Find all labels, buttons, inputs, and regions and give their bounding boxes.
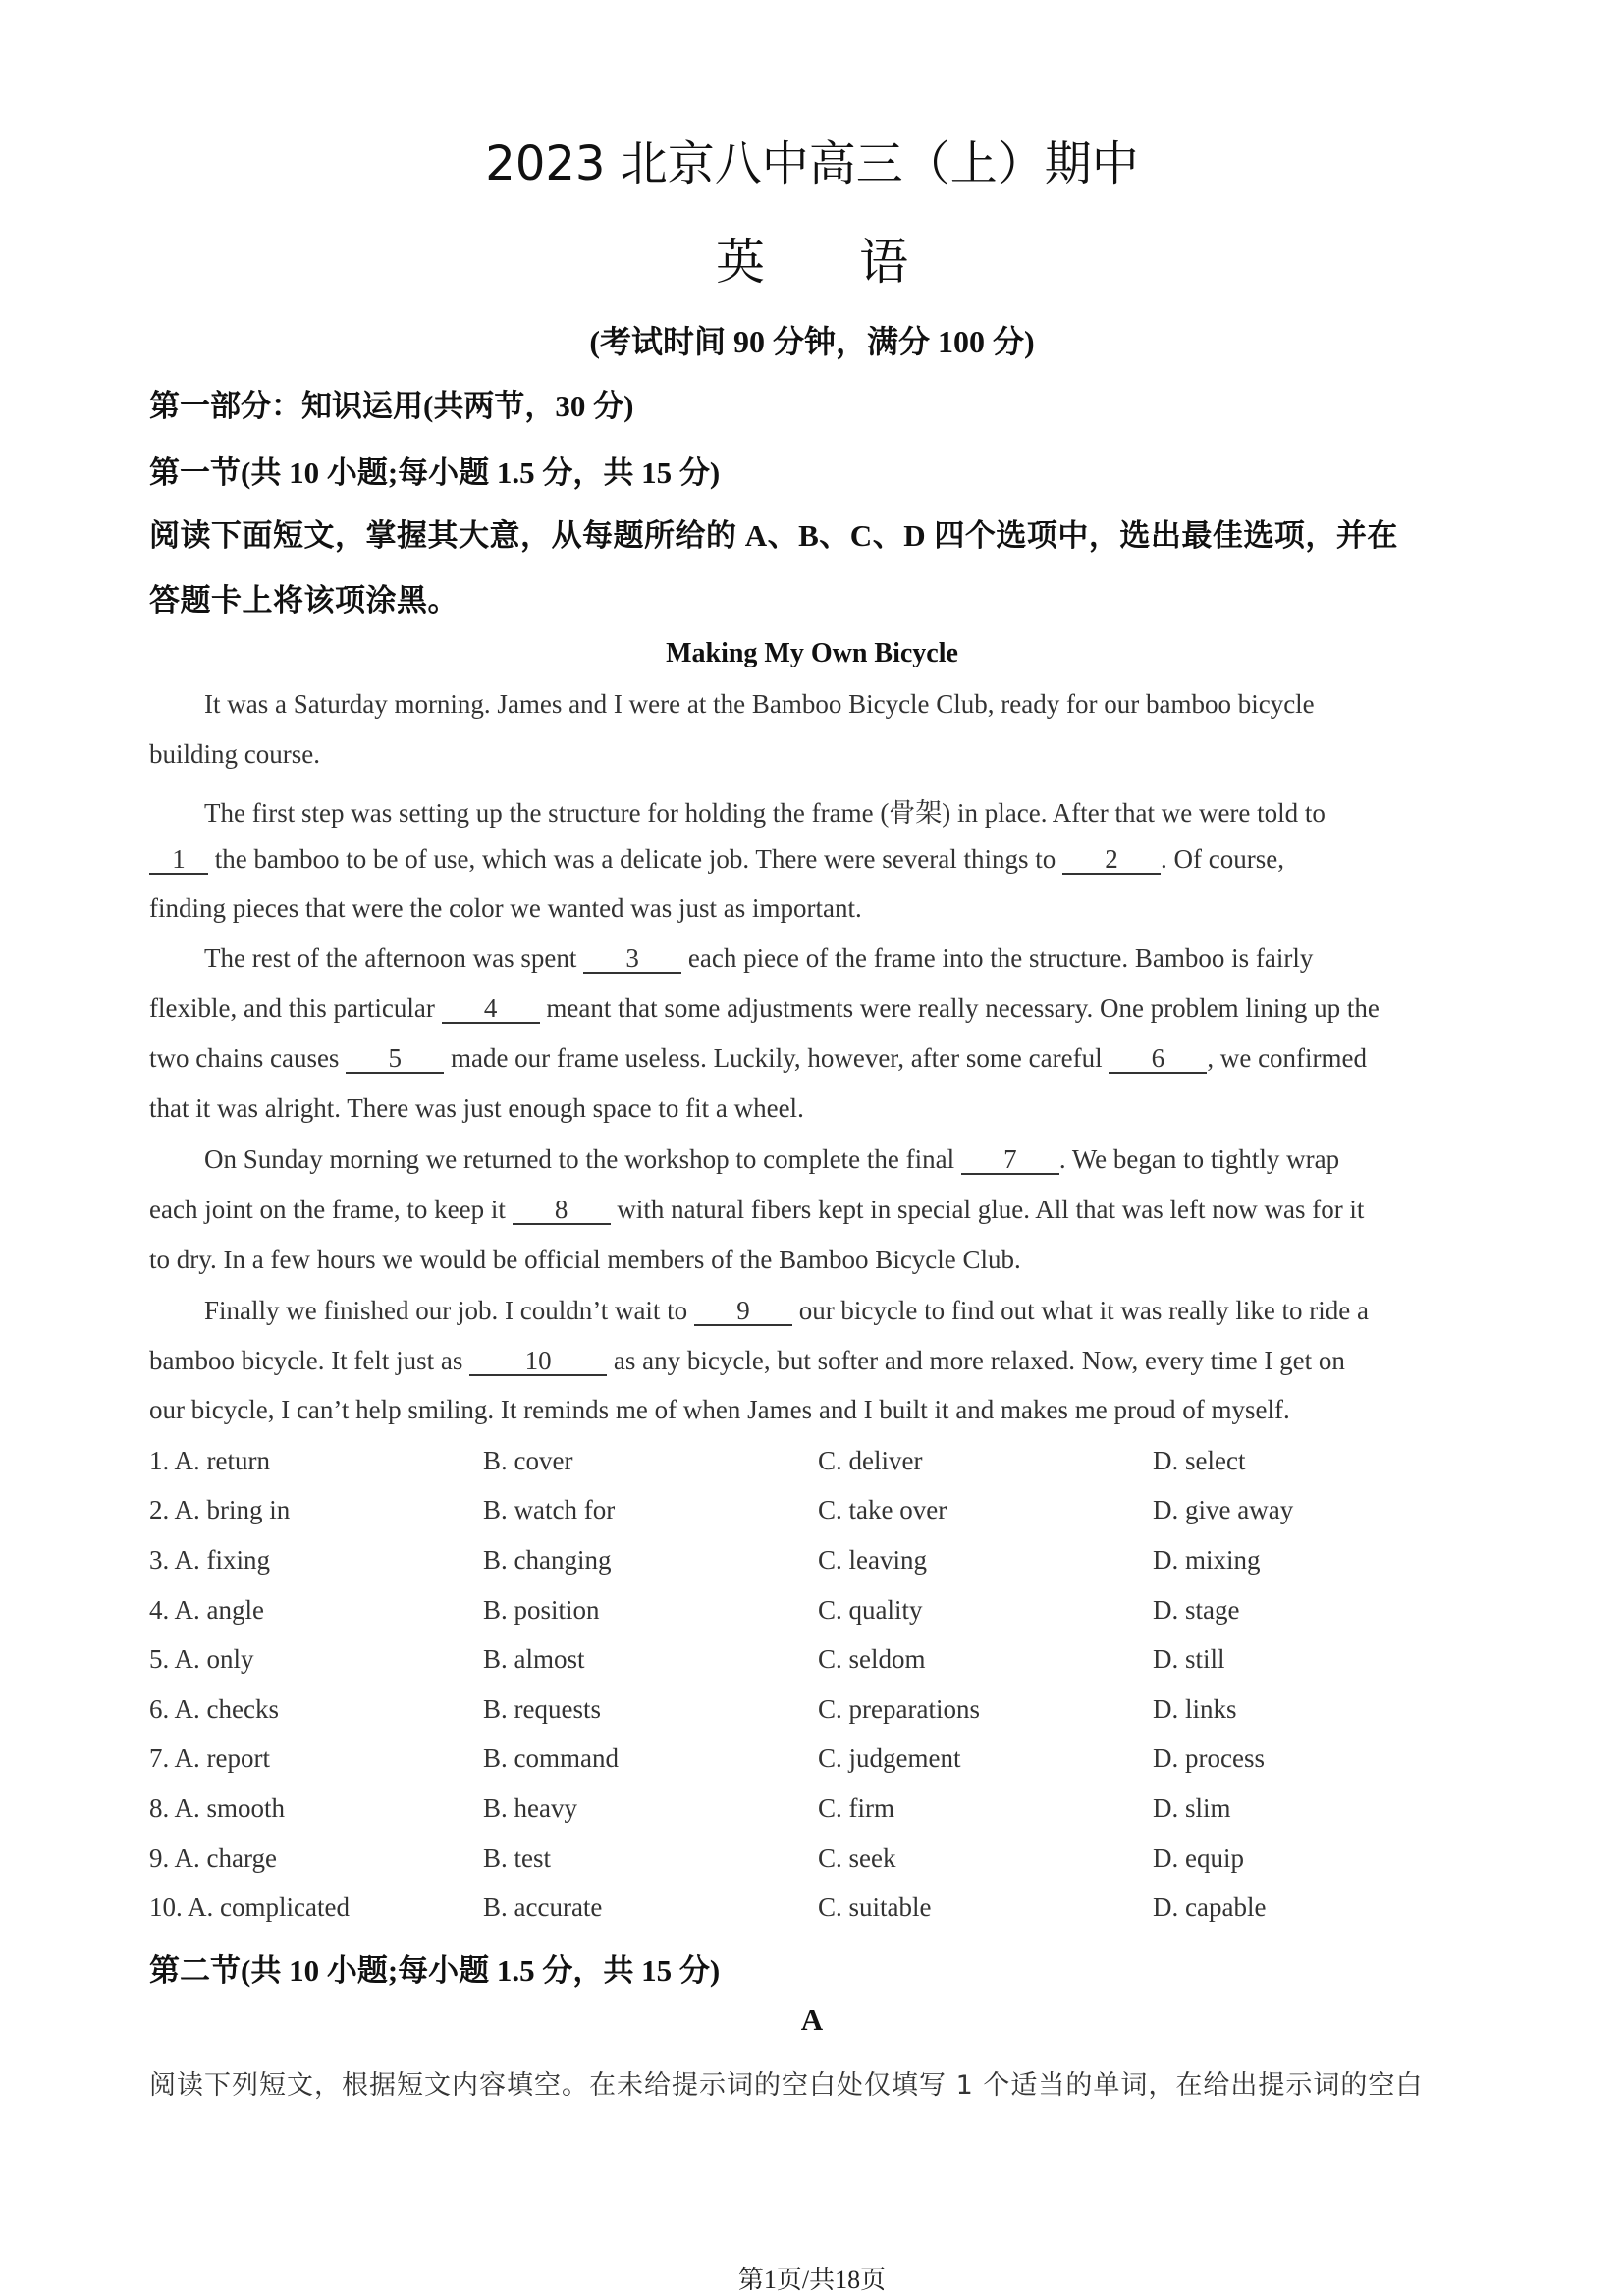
passage-line: It was a Saturday morning. James and I were at the Bamboo Bicycle Club, ready for our bamboo bicycle — [204, 689, 1315, 719]
option-2-b: B. watch for — [483, 1495, 616, 1524]
option-2-c: C. take over — [818, 1495, 947, 1524]
option-5-d: D. still — [1153, 1644, 1225, 1674]
option-6-a: 6. A. checks — [149, 1694, 279, 1724]
section2-sub-label: A — [800, 2002, 824, 2037]
passage-text: made our frame useless. Luckily, however, after some careful — [450, 1043, 1103, 1073]
option-3-b: B. changing — [483, 1545, 612, 1575]
passage-line — [149, 1043, 1367, 1074]
option-5-c: C. seldom — [818, 1644, 926, 1674]
option-10-c: C. suitable — [818, 1893, 932, 1922]
option-9-d: D. equip — [1153, 1843, 1244, 1873]
option-7-a: 7. A. report — [149, 1743, 270, 1773]
blank-4: 4 — [442, 994, 540, 1024]
passage-text: the bamboo to be of use, which was a delicate job. There were several things to — [214, 844, 1056, 874]
passage-text: each joint on the frame, to keep it — [149, 1195, 506, 1224]
option-9-b: B. test — [483, 1843, 552, 1873]
option-1-c: C. deliver — [818, 1446, 923, 1475]
option-10-a: 10. A. complicated — [149, 1893, 350, 1922]
passage-line: our bicycle, I can’t help smiling. It reminds me of when James and I built it and makes me proud of myself. — [149, 1395, 1290, 1424]
option-4-c: C. quality — [818, 1595, 923, 1625]
blank-6: 6 — [1109, 1044, 1207, 1074]
blank-10: 10 — [469, 1347, 607, 1376]
blank-2: 2 — [1062, 845, 1161, 875]
option-7-c: C. judgement — [818, 1743, 961, 1773]
passage-line: The first step was setting up the structure for holding the frame (骨架) in place. After that we were told to — [204, 798, 1326, 828]
blank-9: 9 — [694, 1297, 792, 1326]
option-10-b: B. accurate — [483, 1893, 603, 1922]
passage-text: our bicycle to find out what it was really like to ride a — [798, 1296, 1370, 1325]
passage-text: flexible, and this particular — [149, 993, 435, 1023]
page-number: 第1页/共18页 — [737, 2266, 887, 2294]
passage-text: bamboo bicycle. It felt just as — [149, 1346, 463, 1375]
option-3-c: C. leaving — [818, 1545, 927, 1575]
passage-line: finding pieces that were the color we wanted was just as important. — [149, 893, 862, 923]
option-9-a: 9. A. charge — [149, 1843, 277, 1873]
passage-line — [149, 844, 1284, 875]
option-1-a: 1. A. return — [149, 1446, 270, 1475]
option-3-a: 3. A. fixing — [149, 1545, 271, 1575]
option-10-d: D. capable — [1153, 1893, 1267, 1922]
option-2-a: 2. A. bring in — [149, 1495, 291, 1524]
passage-line — [204, 1296, 1369, 1326]
option-7-b: B. command — [483, 1743, 619, 1773]
blank-1: 1 — [149, 845, 208, 875]
subject-char-2: 语 — [859, 234, 908, 291]
section1-instruction-line2: 答题卡上将该项涂黑。 — [149, 583, 459, 617]
blank-8: 8 — [513, 1196, 611, 1225]
section1-instruction-line1: 阅读下面短文，掌握其大意，从每题所给的 A、B、C、D 四个选项中，选出最佳选项，并在 — [149, 518, 1398, 553]
passage-line — [204, 1145, 1339, 1175]
passage-line — [149, 1346, 1345, 1376]
passage-line — [149, 1195, 1364, 1225]
option-7-d: D. process — [1153, 1743, 1265, 1773]
blank-3: 3 — [583, 944, 681, 974]
option-5-a: 5. A. only — [149, 1644, 254, 1674]
passage-line — [204, 943, 1313, 974]
option-2-d: D. give away — [1153, 1495, 1294, 1524]
blank-5: 5 — [346, 1044, 444, 1074]
option-3-d: D. mixing — [1153, 1545, 1261, 1575]
passage-text: The rest of the afternoon was spent — [204, 943, 577, 973]
option-8-b: B. heavy — [483, 1793, 577, 1823]
passage-text: as any bicycle, but softer and more relaxed. Now, every time I get on — [613, 1346, 1345, 1375]
section2-instruction: 阅读下列短文，根据短文内容填空。在未给提示词的空白处仅填写 1 个适当的单词，在给出提示词的空白 — [149, 2070, 1424, 2101]
passage-line: to dry. In a few hours we would be official members of the Bamboo Bicycle Club. — [149, 1245, 1021, 1274]
passage-line — [149, 993, 1380, 1024]
passage-line: that it was alright. There was just enough space to fit a wheel. — [149, 1094, 804, 1123]
section2-heading: 第二节(共 10 小题;每小题 1.5 分，共 15 分) — [149, 1953, 721, 1988]
subject-char-1: 英 — [716, 234, 765, 291]
option-1-d: D. select — [1153, 1446, 1246, 1475]
option-4-a: 4. A. angle — [149, 1595, 264, 1625]
option-6-c: C. preparations — [818, 1694, 980, 1724]
passage-text: Finally we finished our job. I couldn’t wait to — [204, 1296, 688, 1325]
option-1-b: B. cover — [483, 1446, 573, 1475]
passage-text: . Of course, — [1160, 844, 1284, 874]
passage-text: , we confirmed — [1207, 1043, 1368, 1073]
blank-7: 7 — [961, 1146, 1059, 1175]
part1-heading: 第一部分：知识运用(共两节，30 分) — [149, 389, 634, 423]
option-8-d: D. slim — [1153, 1793, 1231, 1823]
option-4-d: D. stage — [1153, 1595, 1240, 1625]
passage-text: . We began to tightly wrap — [1058, 1145, 1340, 1174]
option-4-b: B. position — [483, 1595, 600, 1625]
option-6-d: D. links — [1153, 1694, 1237, 1724]
passage-text: meant that some adjustments were really necessary. One problem lining up the — [546, 993, 1380, 1023]
passage-text: each piece of the frame into the structure. Bamboo is fairly — [687, 943, 1314, 973]
passage-text: two chains causes — [149, 1043, 340, 1073]
passage-text: On Sunday morning we returned to the workshop to complete the final — [204, 1145, 955, 1174]
option-8-c: C. firm — [818, 1793, 894, 1823]
section1-heading: 第一节(共 10 小题;每小题 1.5 分，共 15 分) — [149, 455, 721, 490]
subject-title — [0, 223, 1624, 294]
option-9-c: C. seek — [818, 1843, 896, 1873]
passage-line: building course. — [149, 739, 320, 769]
option-6-b: B. requests — [483, 1694, 601, 1724]
passage-title: Making My Own Bicycle — [666, 638, 958, 668]
exam-title: 2023 北京八中高三（上）期中 — [485, 136, 1139, 191]
option-8-a: 8. A. smooth — [149, 1793, 286, 1823]
option-5-b: B. almost — [483, 1644, 585, 1674]
passage-text: with natural fibers kept in special glue. All that was left now was for it — [617, 1195, 1365, 1224]
exam-info: (考试时间 90 分钟，满分 100 分) — [589, 324, 1035, 359]
